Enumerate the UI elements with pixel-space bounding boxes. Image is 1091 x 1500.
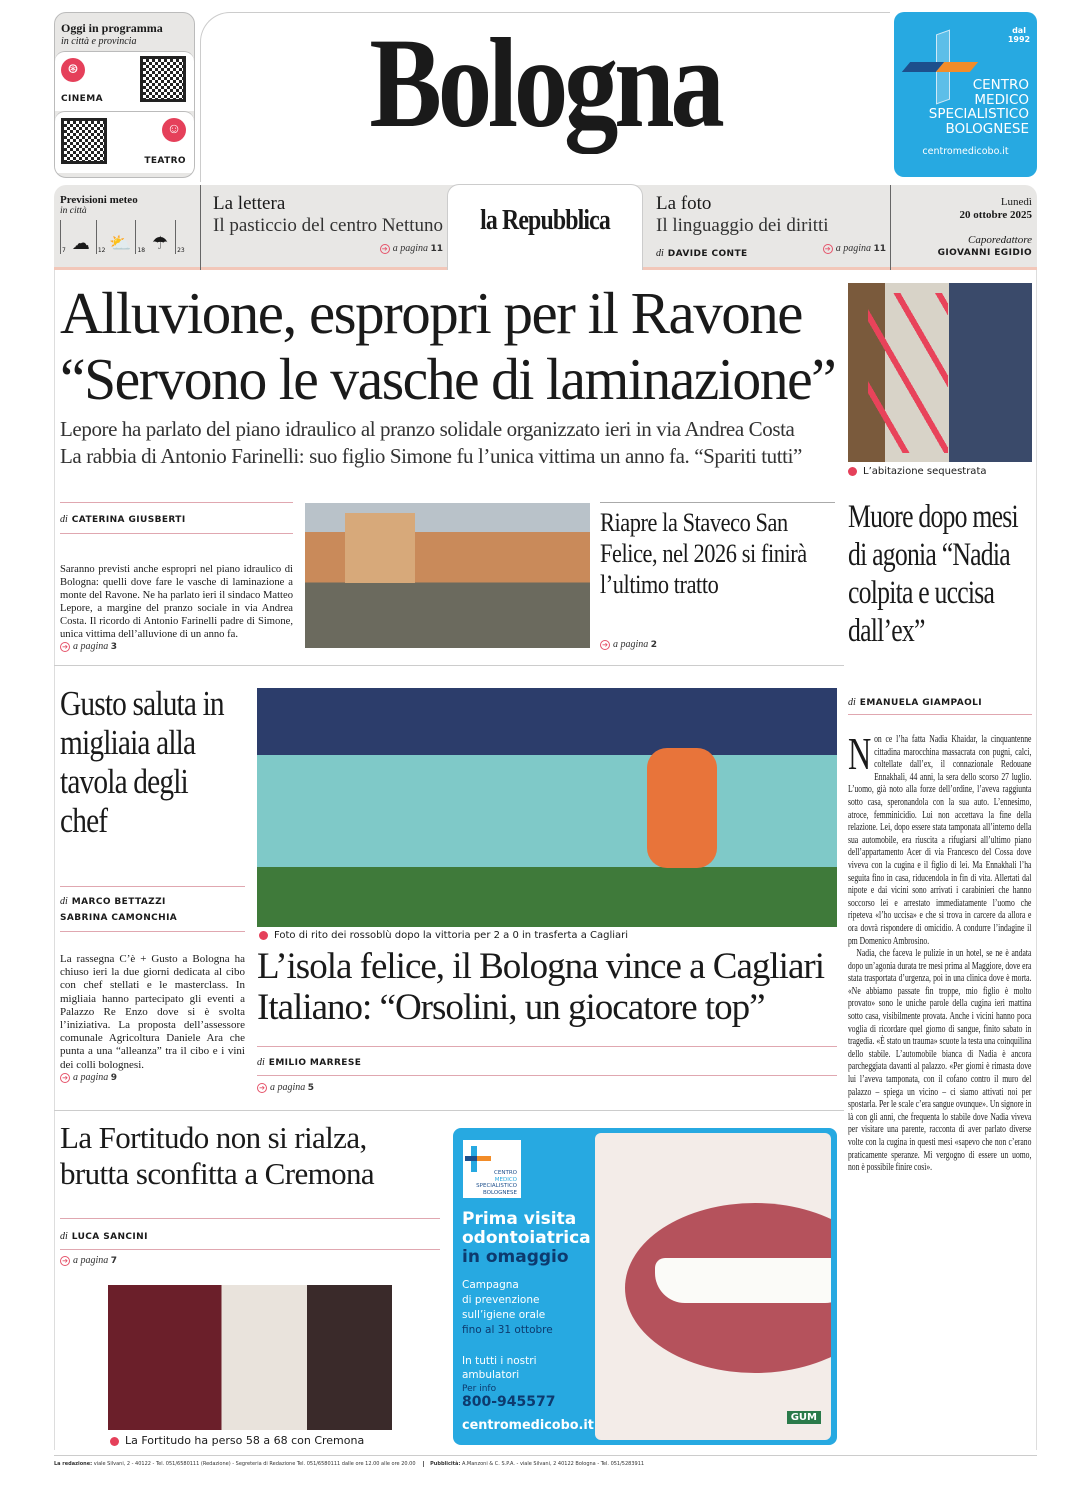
ad-name-3: SPECIALISTICO <box>928 106 1029 122</box>
gum-logo: GUM <box>787 1411 821 1424</box>
programma-subtitle: in città e provincia <box>61 36 137 47</box>
arrow-icon: ➔ <box>823 244 833 254</box>
strip-divider <box>200 185 201 270</box>
sun-cloud-icon: ⛅ <box>109 233 132 254</box>
gusto-article[interactable]: di MARCO BETTAZZI SABRINA CAMONCHIA La rassegna C’è + Gusto a Bologna ha chiuso ieri la due giorni dedicata al cibo con chef stellati e le masterclass. In migliaia hanno partecipato gli eventi a Palazzo Re Enzo dove si è svolta l’iniziativa. La proposta dell’assessore comunale Agricoltura Daniele Ara che punta a una “alleanza” tra il cibo e i vini dei colli bolognesi. ➔ a pagina 9 <box>60 886 245 1083</box>
ad-phone: 800-945577 <box>462 1394 556 1410</box>
foto-author: DAVIDE CONTE <box>667 249 748 259</box>
dropcap: N <box>848 728 872 779</box>
foto-page-ref[interactable]: ➔ a pagina 11 <box>823 243 886 261</box>
arrow-icon: ➔ <box>380 244 390 254</box>
strip-divider <box>890 185 891 270</box>
teatro-qr-code[interactable] <box>61 118 107 164</box>
gusto-body: La rassegna C’è + Gusto a Bologna ha chiuso ieri la due giorni dedicata al cibo con chef stellati e le masterclass. In migliaia hanno partecipato gli eventi a Palazzo Re Enzo dove si è svolta l’iniziativa. La proposta dell’assessore comunale Agricoltura Daniele Ara che punta a una “alleanza” tra il cibo e i vini dei colli bolognesi. <box>60 953 245 1071</box>
staveco-title: Riapre la Staveco San Felice, nel 2026 si finirà l’ultimo tratto <box>600 508 807 599</box>
meteo-box <box>60 194 198 254</box>
footer: La redazione: viale Silvani, 2 - 40122 - Tel. 051/6580111 (Redazione) - Segreteria di Redazione Tel. 051/6580111 dalle ore 12.00 alle ore 20.00 Pubblicità: A.Manzoni & C. S.P.A. - viale Silvani, 2 40122 Bologna - Tel. 051/5283911 <box>54 1461 645 1467</box>
fortitudo-photo <box>108 1285 392 1430</box>
ad-name-4: BOLOGNESE <box>945 120 1029 137</box>
ad-since: dal 1992 <box>1007 26 1031 44</box>
cinema-qr-code[interactable] <box>140 56 186 102</box>
lettera-box[interactable] <box>213 193 443 254</box>
meteo-hour: 18 <box>135 220 145 254</box>
cinema-icon: ⊛ <box>61 58 85 82</box>
nadia-author: EMANUELA GIAMPAOLI <box>859 698 982 708</box>
arrow-icon: ➔ <box>60 1073 70 1083</box>
fortitudo-headline[interactable]: La Fortitudo non si rialza, brutta sconfitta a Cremona <box>60 1120 375 1191</box>
row-rule <box>54 665 844 666</box>
lead-headline[interactable]: Alluvione, espropri per il Ravone “Servono le vasche di laminazione” <box>60 280 836 412</box>
cloud-icon: ☁ <box>71 233 90 254</box>
top-photo-caption: L’abitazione sequestrata <box>848 466 987 477</box>
calcio-byline: di EMILIO MARRESE ➔ a pagina 5 <box>257 1046 837 1093</box>
lettera-page-ref[interactable]: ➔ a pagina 11 <box>213 243 443 254</box>
ad-name-1: CENTRO <box>972 77 1029 93</box>
fortitudo-caption: La Fortitudo ha perso 58 a 68 con Cremona <box>110 1434 445 1447</box>
ad-name-2: MEDICO <box>974 91 1029 108</box>
gusto-headline[interactable]: Gusto saluta in migliaia alla tavola degli chef <box>60 684 224 840</box>
footer-rule <box>54 1455 1037 1456</box>
teatro-label: TEATRO <box>144 156 186 166</box>
masthead-title: Bologna <box>369 12 721 154</box>
repubblica-logo: la Repubblica <box>480 205 610 236</box>
nadia-headline[interactable]: Muore dopo mesi di agonia “Nadia colpita e uccisa dall’ex” <box>848 499 1018 649</box>
rain-cloud-icon: ☂ <box>152 233 169 254</box>
meteo-subtitle: in città <box>60 206 87 216</box>
date-box <box>895 196 1032 260</box>
ad-prima-visita[interactable]: CENTRO MEDICO SPECIALISTICO BOLOGNESE Prima visita odontoiatrica in omaggio Campagna di prevenzione sull’igiene orale fino al 31 ottobre In tutti i nostri ambulatori Per info 800-945577 centromedicobo.it GUM <box>453 1128 837 1445</box>
team-photo-caption: Foto di rito dei rossoblù dopo la vittoria per 2 a 0 in trasferta a Cagliari <box>259 930 837 941</box>
lips-photo <box>595 1133 831 1440</box>
bologna-team-photo <box>257 688 837 927</box>
calcio-page-ref[interactable]: ➔ a pagina 5 <box>257 1082 837 1093</box>
carabiniere-photo <box>848 283 1032 462</box>
lettera-kicker: La lettera <box>213 193 286 214</box>
nadia-body: Non ce l’ha fatta Nadia Khaidar, la cinquantenne cittadina marocchina massacrata con pugni, calci, coltellate dall’ex, il connazionale Redouane Ennakhali, 44 anni, la sera dello scorso 27 luglio. L’uomo, già noto alla forze dell’ordine, l’aveva raggiunta sotto casa, speronandola con la sua auto. L’ennesimo, atroce, femminicidio. Lui non accettava la fine della relazione. Lei, dopo essere stata tamponata all’interno della sua automobile, era riuscita a rifugiarsi all’ultimo piano dell’appartamento Acer di via Francesco del Cossa dove viveva con la cugina e il figlio di lei. Ma Ennakhali l’ha seguita fino in casa, riducendola in fin di vita. Allertati dal nipote e dai vicini sono arrivati i carabinieri che hanno soccorso lei e arrestato immediatamente l’uomo che ripeteva «l’ho uccisa» e che si trova in carcere da allora e ora dovrà rispondere di omicidio. A condurre l’indagine il pm Domenico Ambrosino. Nadia, che faceva le pulizie in un hotel, se ne è andata dopo un’agonia durata tre mesi prima al Maggiore, dove era stata trasportata d’urgenza, poi in una clinica dove è morta. «Ne abbiamo passate fin troppe, mio figlio è molto provato» sono le uniche parole della cugina ieri mattina sotto casa, visibilmente provata. Anche i vicini hanno poca voglia di ricordare quel giorno di sangue, finito sabato in tragedia. «È stato un trauma» scuote la testa una coinquilina dello stabile. L’automobile bianca di Nadia è ancora parcheggiata davanti al palazzo. «Per giorni è rimasta dove lui l’aveva tamponata, con il cofano contro il muro del palazzo – spiega un vicino – ci siamo attivati noi per spostarla. Per le scale c’era sangue ovunque». Un signore in là con gli anni, che frequenta lo stabile dove Nadia viveva per visitare una parente, racconta di aver parlato diverse volte con la cugina in questi mesi «sapevo che non c’erano praticamente speranze. Mi vergogno di essere un uomo, non è possibile finire così». <box>848 728 1032 1174</box>
calcio-headline[interactable]: L’isola felice, il Bologna vince a Cagliari Italiano: “Orsolini, un giocatore top” <box>257 946 824 1028</box>
fortitudo-page-ref[interactable]: ➔ a pagina 7 <box>60 1255 440 1266</box>
date-value: 20 ottobre 2025 <box>959 209 1032 221</box>
meteo-hour: 23 <box>175 220 185 254</box>
gusto-page-ref[interactable]: ➔ a pagina 9 <box>60 1072 245 1083</box>
staveco-page-ref[interactable]: ➔ a pagina 2 <box>600 639 657 650</box>
date-day: Lunedì <box>1000 196 1032 208</box>
lettera-title: Il pasticcio del centro Nettuno <box>213 215 444 236</box>
editor-role: Caporedattore <box>968 234 1032 246</box>
ad-centro-medico-top[interactable] <box>894 12 1037 177</box>
ad-url[interactable]: centromedicobo.it <box>922 146 1009 157</box>
lead-page-ref[interactable]: ➔ a pagina 3 <box>60 641 293 652</box>
right-rule <box>1036 270 1037 1450</box>
arrow-icon: ➔ <box>60 1256 70 1266</box>
lead-body: Saranno previsti anche espropri nel piano idraulico di Bologna: quelli dove fare le vasche di laminazione a monte del Ravone. Ne ha parlato ieri il sindaco Matteo Lepore, a margine del pranzo sociale in via Andrea Costa. Il ricordo di Antonio Farinelli padre di Simone, unica vittima dell’alluvione di un anno fa. <box>60 564 293 640</box>
cinema-label: CINEMA <box>61 94 103 104</box>
editor-name: GIOVANNI EGIDIO <box>937 248 1032 258</box>
staveco-article[interactable] <box>600 502 835 652</box>
meteo-hour: 12 <box>96 220 106 254</box>
foto-kicker: La foto <box>656 193 712 214</box>
programma-title: Oggi in programma <box>61 21 163 35</box>
arrow-icon: ➔ <box>600 640 610 650</box>
meteo-hour: 7 <box>60 220 66 254</box>
row-rule <box>54 1110 844 1111</box>
fortitudo-byline: di LUCA SANCINI ➔ a pagina 7 <box>60 1218 440 1266</box>
programma-box <box>54 12 195 178</box>
lead-article[interactable]: di CATERINA GIUSBERTI Saranno previsti anche espropri nel piano idraulico di Bologna: quelli dove fare le vasche di laminazione a monte del Ravone. Ne ha parlato ieri il sindaco Matteo Lepore, a margine del pranzo sociale in via Andrea Costa. Il ricordo di Antonio Farinelli padre di Simone, unica vittima dell’alluvione di un anno fa. ➔ a pagina 3 <box>60 502 293 652</box>
foto-title: Il linguaggio dei diritti <box>656 215 829 236</box>
teatro-icon: ☺ <box>162 118 186 142</box>
ad-bottom-url: centromedicobo.it <box>462 1418 594 1433</box>
lead-author: CATERINA GIUSBERTI <box>71 515 186 525</box>
lead-subtitle: Lepore ha parlato del piano idraulico al pranzo solidale organizzato ieri in via Andrea Costa La rabbia di Antonio Farinelli: suo figlio Simone fu l’unica vittima un anno fa. “Spariti tutti” <box>60 417 802 468</box>
arrow-icon: ➔ <box>257 1083 267 1093</box>
ad-logo: CENTRO MEDICO SPECIALISTICO BOLOGNESE <box>463 1140 521 1198</box>
nadia-article[interactable]: di EMANUELA GIAMPAOLI Non ce l’ha fatta Nadia Khaidar, la cinquantenne cittadina marocchina massacrata con pugni, calci, coltellate dall’ex, il connazionale Redouane Ennakhali, 44 anni, la sera dello scorso 27 luglio. L’uomo, già noto alla forze dell’ordine, l’aveva raggiunta sotto casa, speronandola con la sua auto. L’ennesimo, atroce, femminicidio. Lui non accettava la fine della relazione. Lei, dopo essere stata tamponata all’interno della sua automobile, era riuscita a rifugiarsi all’ultimo piano dell’appartamento Acer di via Francesco del Cossa dove viveva con la cugina e il figlio di lei. Ma Ennakhali l’ha seguita fino in casa, riducendola in fin di vita. Allertati dal nipote e dai vicini sono arrivati i carabinieri che hanno soccorso lei e arrestato immediatamente l’uomo che ripeteva «l’ho uccisa» e che si trova in carcere da allora e ora dovrà rispondere di omicidio. A condurre l’indagine il pm Domenico Ambrosino. Nadia, che faceva le pulizie in un hotel, se ne è andata dopo un’agonia durata tre mesi prima al Maggiore, dove era stata trasportata d’urgenza, poi in una clinica dove è morta. «Ne abbiamo passate fin troppe, mio figlio è molto provato» sono le uniche parole della cugina ieri mattina sotto casa, visibilmente provata. Anche i vicini hanno poca voglia di ricordare quel giorno di sangue, finito sabato in tragedia. «È stato un trauma» scuote la testa una coinquilina dello stabile. L’automobile bianca di Nadia è ancora parcheggiata davanti al palazzo. «Per giorni è rimasta dove lui l’aveva tamponata, con il cofano contro il muro del palazzo – spiega un vicino – ci siamo attivati noi per spostarla. Per le scale c’era sangue ovunque». Un signore in là con gli anni, che frequenta lo stabile dove Nadia viveva per visitare una parente, racconta di aver parlato diverse volte con la cugina in questi mesi «sapevo che non c’erano praticamente speranze. Mi vergogno di essere un uomo, non è possibile finire così». <box>848 697 1032 1174</box>
foto-box[interactable]: La foto Il linguaggio dei diritti di DAVIDE CONTE ➔ a pagina 11 <box>656 193 886 259</box>
pranzo-photo <box>305 503 590 648</box>
arrow-icon: ➔ <box>60 642 70 652</box>
meteo-title: Previsioni meteo <box>60 194 138 206</box>
left-rule <box>54 270 55 1450</box>
